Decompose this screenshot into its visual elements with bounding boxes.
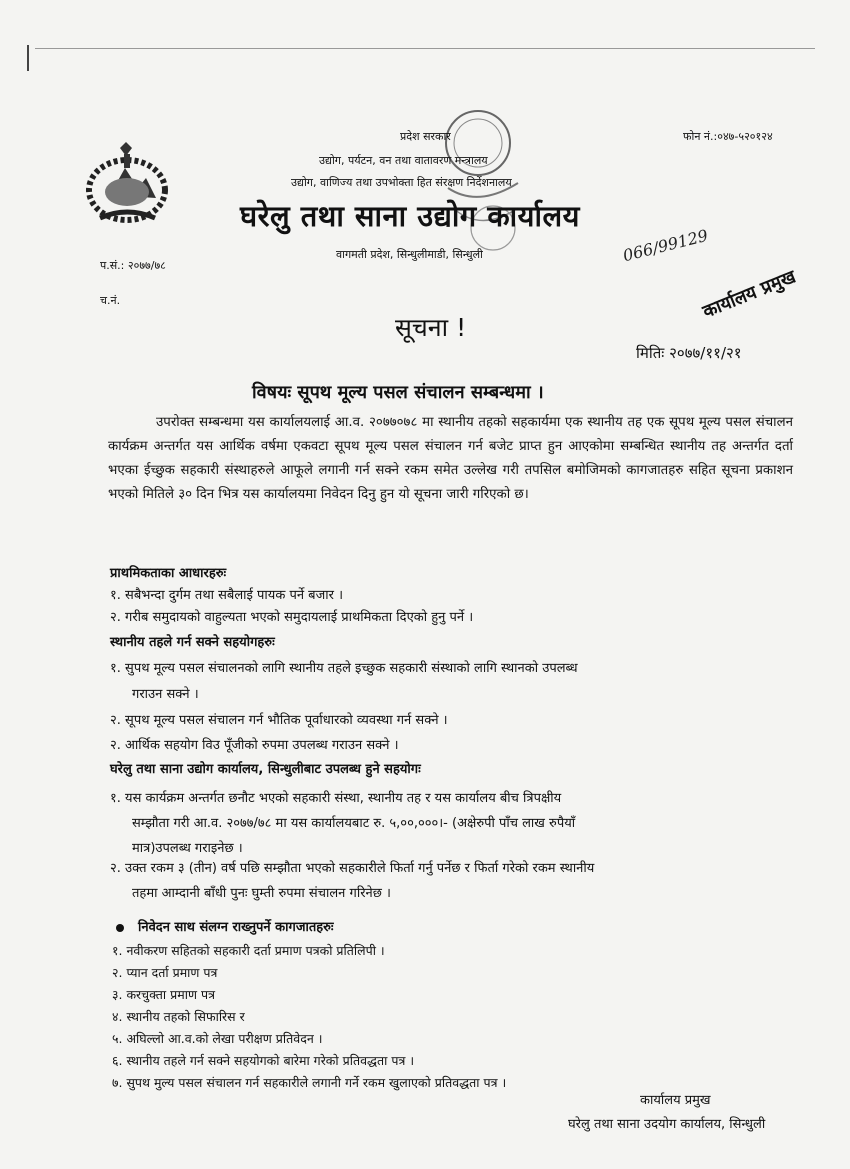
top-rule [35, 48, 815, 49]
office-title: घरेलु तथा साना उद्योग कार्यालय [240, 199, 580, 233]
list-item: गराउन सक्ने । [132, 687, 199, 702]
office-support-heading: घरेलु तथा साना उद्योग कार्यालय, सिन्धुलीबाट उपलब्ध हुने सहयोगः [110, 762, 421, 777]
province-label: प्रदेश सरकार [400, 130, 451, 143]
list-item: ७. सुपथ मुल्य पसल संचालन गर्न सहकारीले लगानी गर्ने रकम खुलाएको प्रतिवद्धता पत्र । [112, 1075, 507, 1090]
list-item: ५. अघिल्लो आ.व.को लेखा परीक्षण प्रतिवेदन । [112, 1031, 323, 1046]
notice-title: सूचना ! [395, 313, 467, 342]
list-item: १. सबैभन्दा दुर्गम तथा सबैलाई पायक पर्ने बजार । [110, 588, 343, 603]
letter-number: प.सं.: २०७७/७८ [100, 259, 166, 272]
national-emblem-icon [80, 140, 175, 225]
signatory-title: कार्यालय प्रमुख [640, 1093, 711, 1108]
list-item: सम्झौता गरी आ.व. २०७७/७८ मा यस कार्यालयबाट रु. ५,००,०००।- (अक्षेरुपी पाँच लाख रुपैयाँ [132, 816, 576, 831]
seal-text: कार्यालय प्रमुख [699, 266, 799, 323]
office-address: वागमती प्रदेश, सिन्धुलीमाडी, सिन्धुली [336, 248, 483, 261]
notice-body-text: उपरोक्त सम्बन्धमा यस कार्यालयलाई आ.व. २०७७०७८ मा स्थानीय तहको सहकार्यमा एक स्थानीय तह एक सूपथ मूल्य पसल संचालन कार्यक्रम अन्तर्गत यस आर्थिक वर्षमा एकवटा सूपथ मूल्य पसल संचालन गर्न बजेट प्राप्त हुन आएकोमा सम्बन्धित स्थानीय तह अन्तर्गत दर्ता भएका ईच्छुक सहकारी संस्थाहरुले आफूले लगानी गर्न सक्ने रकम समेत उल्लेख गरी तपसिल बमोजिमको कागजातहरु सहित सूचना प्रकाशन भएको मितिले ३० दिन भित्र यस कार्यालयमा निवेदन दिनु हुन यो सूचना जारी गरिएको छ। [108, 415, 793, 502]
list-item: तहमा आम्दानी बाँधी पुनः घुम्ती रुपमा संचालन गरिनेछ । [132, 886, 391, 901]
list-item: १. सुपथ मूल्य पसल संचालनको लागि स्थानीय तहले इच्छुक सहकारी संस्थाको लागि स्थानको उपलब्ध [110, 661, 578, 676]
phone-number: फोन नं.:०४७-५२०१२४ [683, 130, 773, 143]
bullet-icon [116, 924, 124, 932]
priority-heading: प्राथमिकताका आधारहरुः [110, 566, 227, 581]
documents-heading [116, 917, 334, 935]
dispatch-number: च.नं. [100, 294, 121, 307]
list-item: मात्र)उपलब्ध गराइनेछ । [132, 841, 243, 856]
ministry-name: उद्योग, पर्यटन, वन तथा वातावरण मन्त्रालय [319, 154, 488, 167]
signatory-office: घरेलु तथा साना उदयोग कार्यालय, सिन्धुली [568, 1117, 766, 1132]
notice-subject: विषयः सूपथ मूल्य पसल संचालन सम्बन्धमा । [252, 382, 544, 403]
notice-date: मितिः २०७७/११/२१ [636, 344, 742, 362]
list-item: २. सूपथ मूल्य पसल संचालन गर्न भौतिक पूर्वाधारको व्यवस्था गर्न सक्ने । [110, 713, 448, 728]
list-item: ६. स्थानीय तहले गर्न सक्ने सहयोगको बारेमा गरेको प्रतिवद्धता पत्र । [112, 1053, 415, 1068]
margin-mark [27, 45, 29, 71]
directorate-name: उद्योग, वाणिज्य तथा उपभोक्ता हित संरक्षण निर्देशनालय [291, 176, 512, 189]
list-item: २. गरीब समुदायको वाहुल्यता भएको समुदायलाई प्राथमिकता दिएको हुनु पर्ने । [110, 610, 474, 625]
local-support-heading: स्थानीय तहले गर्न सक्ने सहयोगहरुः [110, 635, 275, 650]
list-item: ३. करचुक्ता प्रमाण पत्र [112, 987, 215, 1002]
list-item: १. नवीकरण सहितको सहकारी दर्ता प्रमाण पत्रको प्रतिलिपी । [112, 943, 385, 958]
list-item: १. यस कार्यक्रम अन्तर्गत छनौट भएको सहकारी संस्था, स्थानीय तह र यस कार्यालय बीच त्रिपक्षीय [110, 791, 562, 806]
documents-heading-text: निवेदन साथ संलग्न राख्नुपर्ने कागजातहरुः [138, 920, 334, 935]
list-item: २. उक्त रकम ३ (तीन) वर्ष पछि सम्झौता भएको सहकारीले फिर्ता गर्नु पर्नेछ र फिर्ता गरेको रकम स्थानीय [110, 861, 595, 876]
handwritten-note: 066/99129 [620, 225, 710, 266]
notice-body [108, 411, 793, 507]
list-item: २. प्यान दर्ता प्रमाण पत्र [112, 965, 218, 980]
list-item: ४. स्थानीय तहको सिफारिस र [112, 1009, 245, 1024]
list-item: २. आर्थिक सहयोग विउ पूँजीको रुपमा उपलब्ध गराउन सक्ने । [110, 738, 399, 753]
